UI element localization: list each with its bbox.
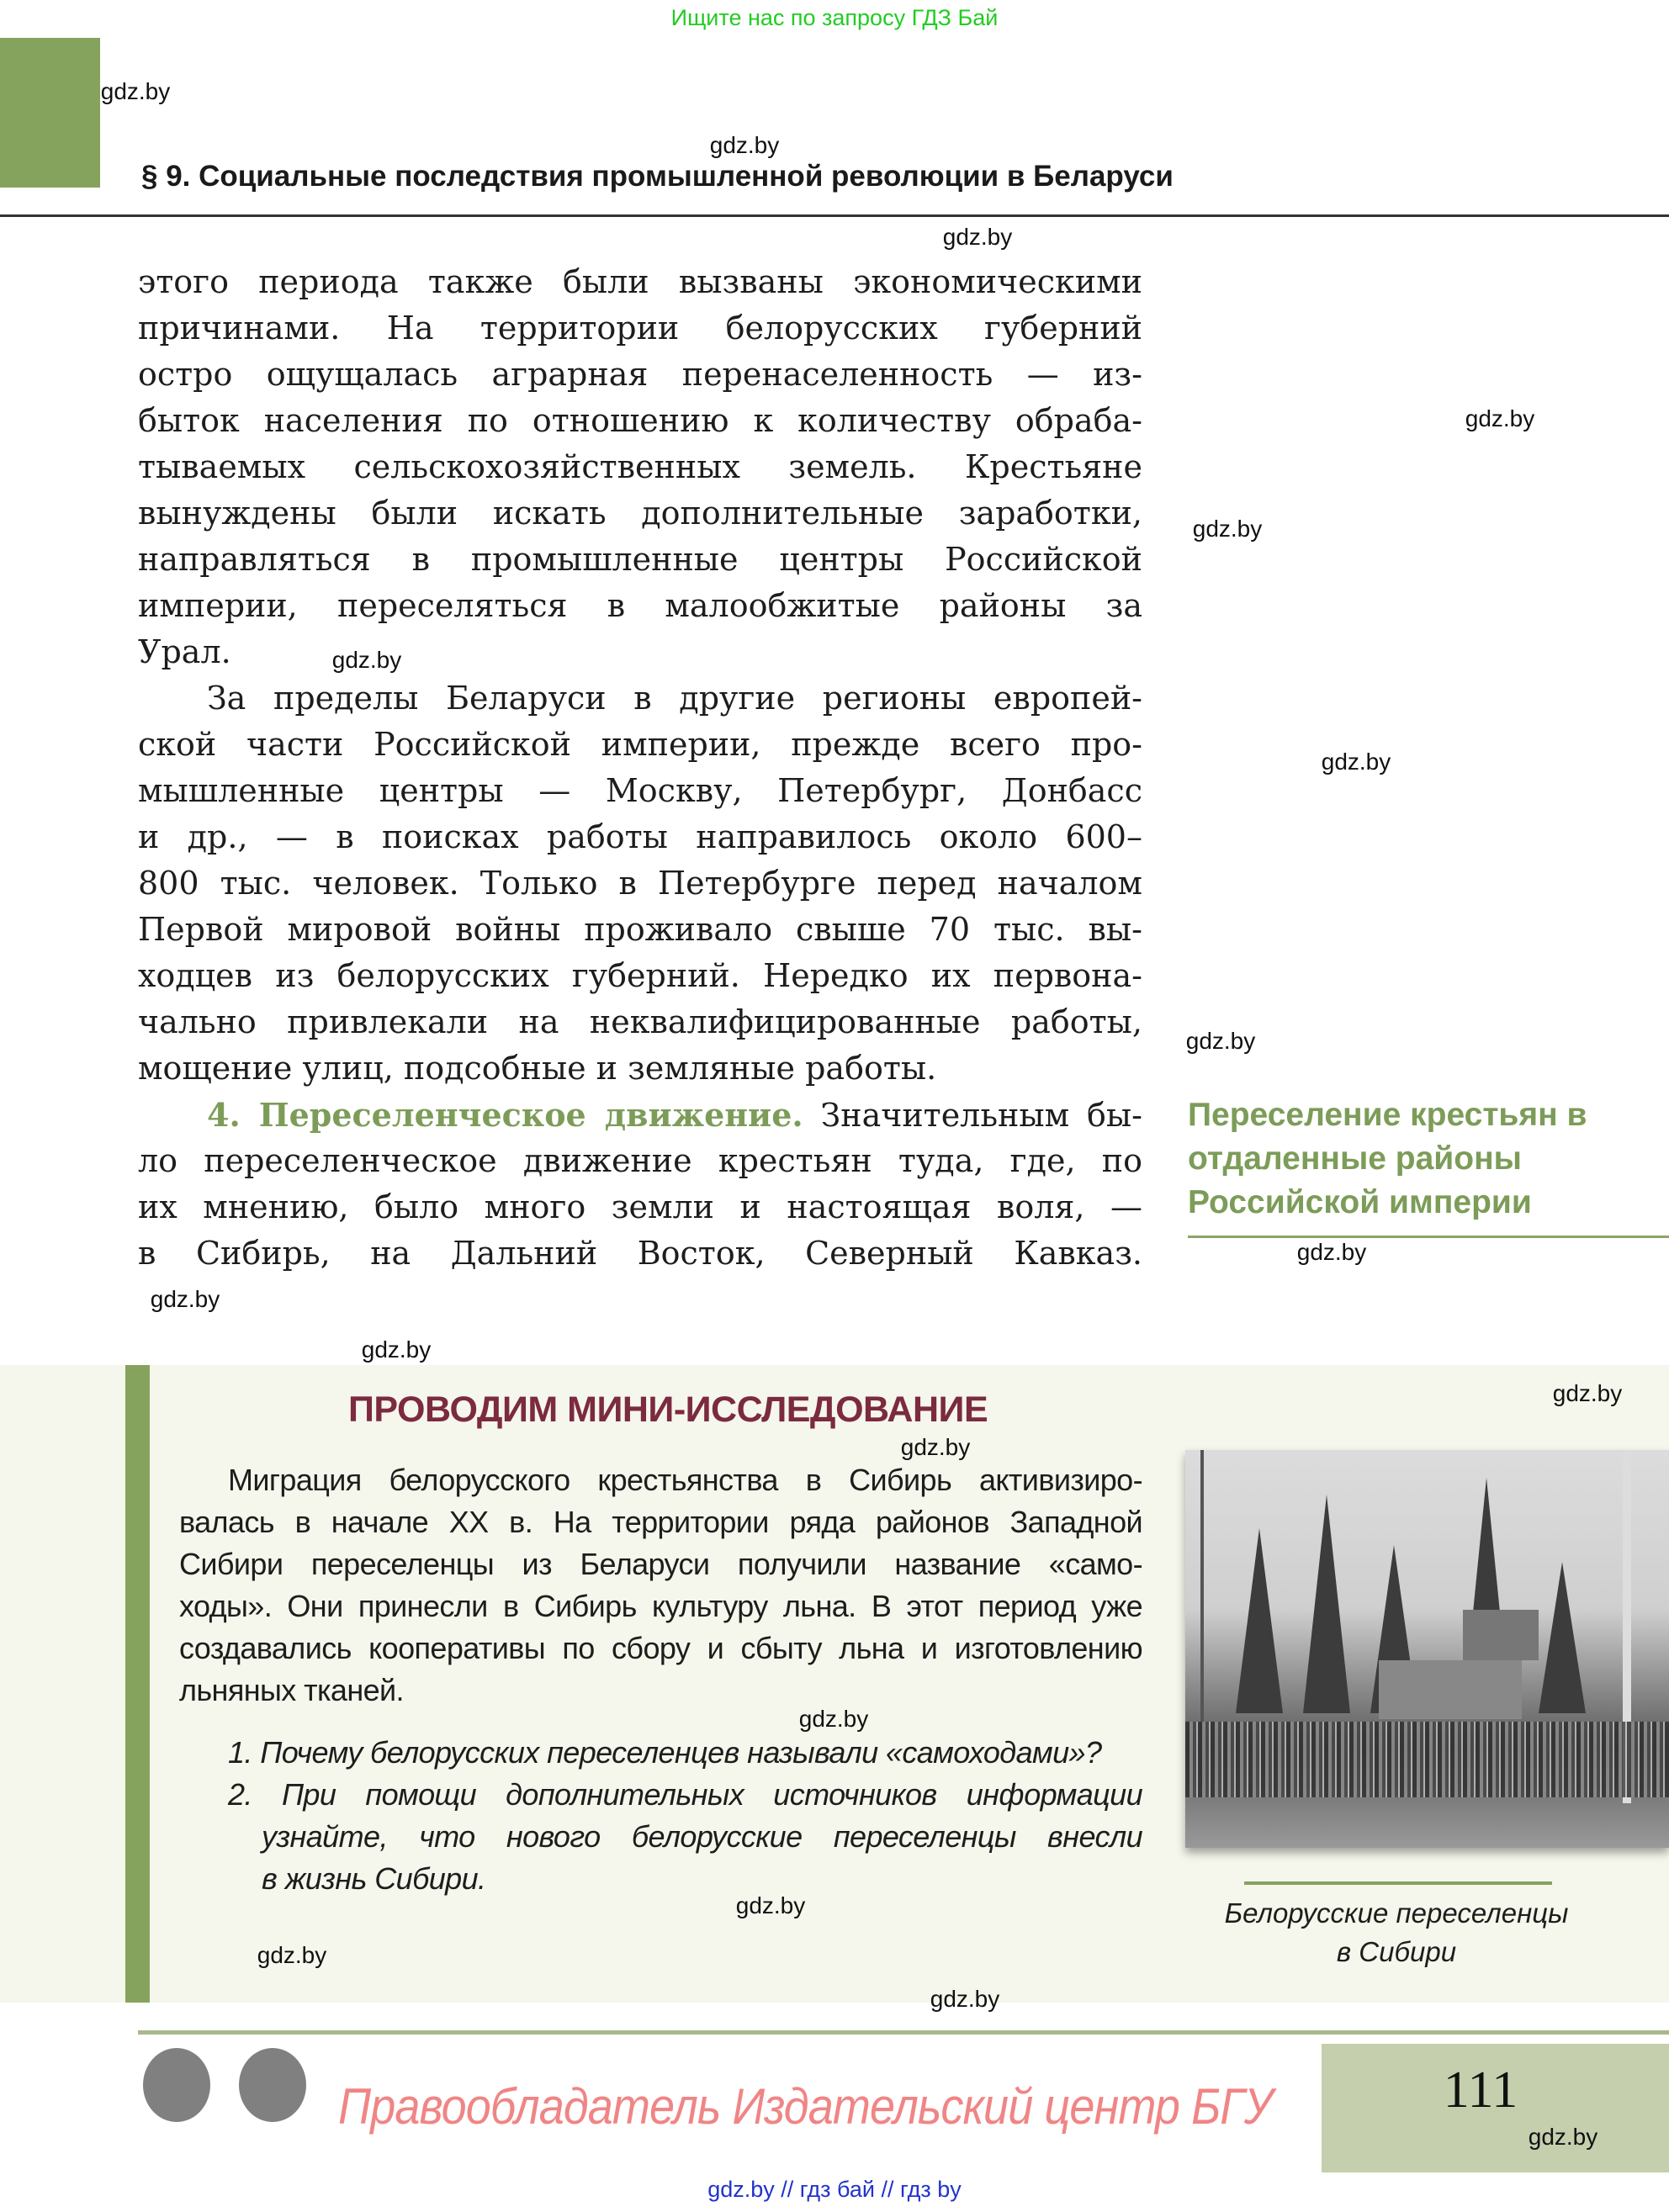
text-line-content: в Сибирь, на Дальний Восток, Северный Кавказ.	[138, 1235, 1142, 1272]
text-line-content: тываемых сельскохозяйственных земель. Крестьяне	[138, 448, 1142, 485]
text-line	[138, 953, 1142, 999]
text-line	[138, 352, 1142, 398]
research-questions	[179, 1732, 1142, 1900]
footer-rule	[138, 2030, 1669, 2035]
research-line: Сибири переселенцы из Беларуси получили название «само-	[179, 1547, 1142, 1581]
text-line-content: 800 тыс. человек. Только в Петербурге перед началом	[138, 865, 1142, 902]
tree	[1303, 1495, 1350, 1713]
text-line-content: этого периода также были вызваны экономическими	[138, 263, 1142, 300]
text-line	[138, 1045, 1142, 1092]
side-heading-rule	[1188, 1236, 1669, 1238]
text-line	[138, 722, 1142, 768]
text-line	[138, 1184, 1142, 1230]
site-watermark: gdz.by	[1192, 516, 1263, 542]
text-line	[138, 537, 1142, 583]
text-line	[138, 259, 1142, 305]
text-line	[138, 860, 1142, 907]
site-watermark: gdz.by	[1528, 2124, 1598, 2150]
photo-caption	[1195, 1894, 1598, 1971]
site-watermark: gdz.by	[257, 1942, 327, 1968]
search-hint: Ищите нас по запросу ГДЗ Бай	[670, 5, 999, 30]
text-line-content: их мнению, было много земли и настоящая воля, —	[138, 1188, 1142, 1225]
text-line-content: чально привлекали на неквалифицированные работы,	[138, 1003, 1142, 1040]
question-line: в жизнь Сибири.	[262, 1861, 486, 1896]
site-watermark: gdz.by	[361, 1336, 432, 1363]
chapter-title: § 9. Социальные последствия промышленной революции в Беларуси	[141, 160, 1174, 193]
text-line-content: За пределы Беларуси в другие регионы европей-	[207, 680, 1142, 717]
side-heading: Переселение крестьян в отдаленные районы Российской империи	[1188, 1097, 1587, 1220]
text-line	[138, 999, 1142, 1045]
text-line	[138, 768, 1142, 814]
text-line	[138, 1138, 1142, 1184]
research-line: Миграция белорусского крестьянства в Сибирь активизиро-	[228, 1463, 1142, 1497]
decor-dot	[239, 2048, 306, 2122]
page-number: 111	[1443, 2061, 1518, 2119]
text-line-content: и др., — в поисках работы направилось около 600–	[138, 818, 1142, 855]
site-watermark: gdz.by	[1465, 405, 1535, 431]
research-line: валась в начале XX в. На территории ряда районов Западной	[179, 1505, 1142, 1539]
main-text	[138, 259, 1142, 1277]
site-watermark: gdz.by	[150, 1286, 220, 1312]
text-line-content: остро ощущалась аграрная перенаселенность — из-	[138, 356, 1142, 393]
question-line: 2. При помощи дополнительных источников информации	[228, 1777, 1142, 1812]
site-watermark: gdz.by	[942, 224, 1013, 250]
tree	[1236, 1528, 1283, 1713]
research-title: ПРОВОДИМ МИНИ-ИССЛЕДОВАНИЕ	[348, 1389, 988, 1430]
text-line-content: ло переселенческое движение крестьян туда, где, по	[138, 1142, 1142, 1179]
site-watermark: gdz.by	[1296, 1239, 1367, 1265]
caption-line: Белорусские переселенцы	[1224, 1897, 1569, 1929]
text-line	[138, 583, 1142, 629]
text-line	[138, 814, 1142, 860]
research-text	[179, 1459, 1142, 1712]
research-line: льняных тканей.	[179, 1673, 404, 1707]
site-watermark: gdz.by	[709, 132, 780, 158]
site-watermark: gdz.by	[331, 647, 402, 673]
section-heading: 4. Переселенческое движение.	[207, 1096, 803, 1134]
research-line: ходы». Они принесли в Сибирь культуру льна. В этот период уже	[179, 1589, 1142, 1623]
research-line: создавались кооперативы по сбору и сбыту льна и изготовлению	[179, 1631, 1142, 1665]
site-watermark: gdz.by	[1552, 1380, 1623, 1406]
header-divider	[0, 214, 1669, 217]
crowd	[1185, 1722, 1669, 1797]
site-watermark: gdz.by	[1185, 1028, 1256, 1054]
site-watermark: gdz.by	[100, 78, 171, 104]
house	[1379, 1660, 1522, 1719]
settlers-photo	[1185, 1450, 1669, 1848]
question-line: 1. Почему белорусских переселенцев называли «самоходами»?	[228, 1735, 1102, 1770]
text-line	[138, 907, 1142, 953]
footer-links[interactable]: gdz.by // гдз бай // гдз by	[707, 2177, 962, 2202]
site-watermark: gdz.by	[1321, 749, 1391, 775]
text-line	[138, 305, 1142, 352]
copyright-watermark: Правообладатель Издательский центр БГУ	[338, 2078, 1273, 2135]
house-roof	[1463, 1610, 1539, 1660]
text-line-content: Значительным бы-	[803, 1097, 1143, 1134]
site-watermark: gdz.by	[930, 1986, 1000, 2012]
text-line-content: мышленные центры — Москву, Петербург, Донбасс	[138, 772, 1142, 809]
text-line-content: ской части Российской империи, прежде всего про-	[138, 726, 1142, 763]
caption-rule	[1244, 1881, 1552, 1885]
text-line	[138, 1092, 1142, 1138]
chapter-color-tab	[0, 38, 100, 188]
text-line-content: Первой мировой войны проживало свыше 70 тыс. вы-	[138, 911, 1142, 948]
site-watermark: gdz.by	[735, 1892, 806, 1918]
text-line-content: вынуждены были искать дополнительные заработки,	[138, 495, 1142, 532]
site-watermark: gdz.by	[798, 1706, 869, 1732]
text-line-content: империи, переселяться в малообжитые районы за	[138, 587, 1142, 624]
text-line-content: мощение улиц, подсобные и земляные работы.	[138, 1050, 937, 1087]
text-line-content: быток населения по отношению к количеству обраба-	[138, 402, 1142, 439]
text-line	[138, 629, 1142, 675]
question-line: узнайте, что нового белорусские переселенцы внесли	[262, 1819, 1142, 1854]
text-line-content: Урал.	[138, 633, 231, 670]
text-line-content: направляться в промышленные центры Российской	[138, 541, 1142, 578]
text-line-content: ходцев из белорусских губерний. Нередко их первона-	[138, 957, 1142, 994]
text-line	[138, 675, 1142, 722]
text-line	[138, 444, 1142, 490]
research-box-bar	[125, 1365, 150, 2003]
decor-dot	[143, 2048, 210, 2122]
text-line	[138, 398, 1142, 444]
text-line	[138, 490, 1142, 537]
tree	[1539, 1562, 1586, 1713]
caption-line: в Сибири	[1336, 1936, 1457, 1967]
site-watermark: gdz.by	[900, 1434, 971, 1460]
text-line	[138, 1230, 1142, 1277]
text-line-content: причинами. На территории белорусских губерний	[138, 310, 1142, 347]
